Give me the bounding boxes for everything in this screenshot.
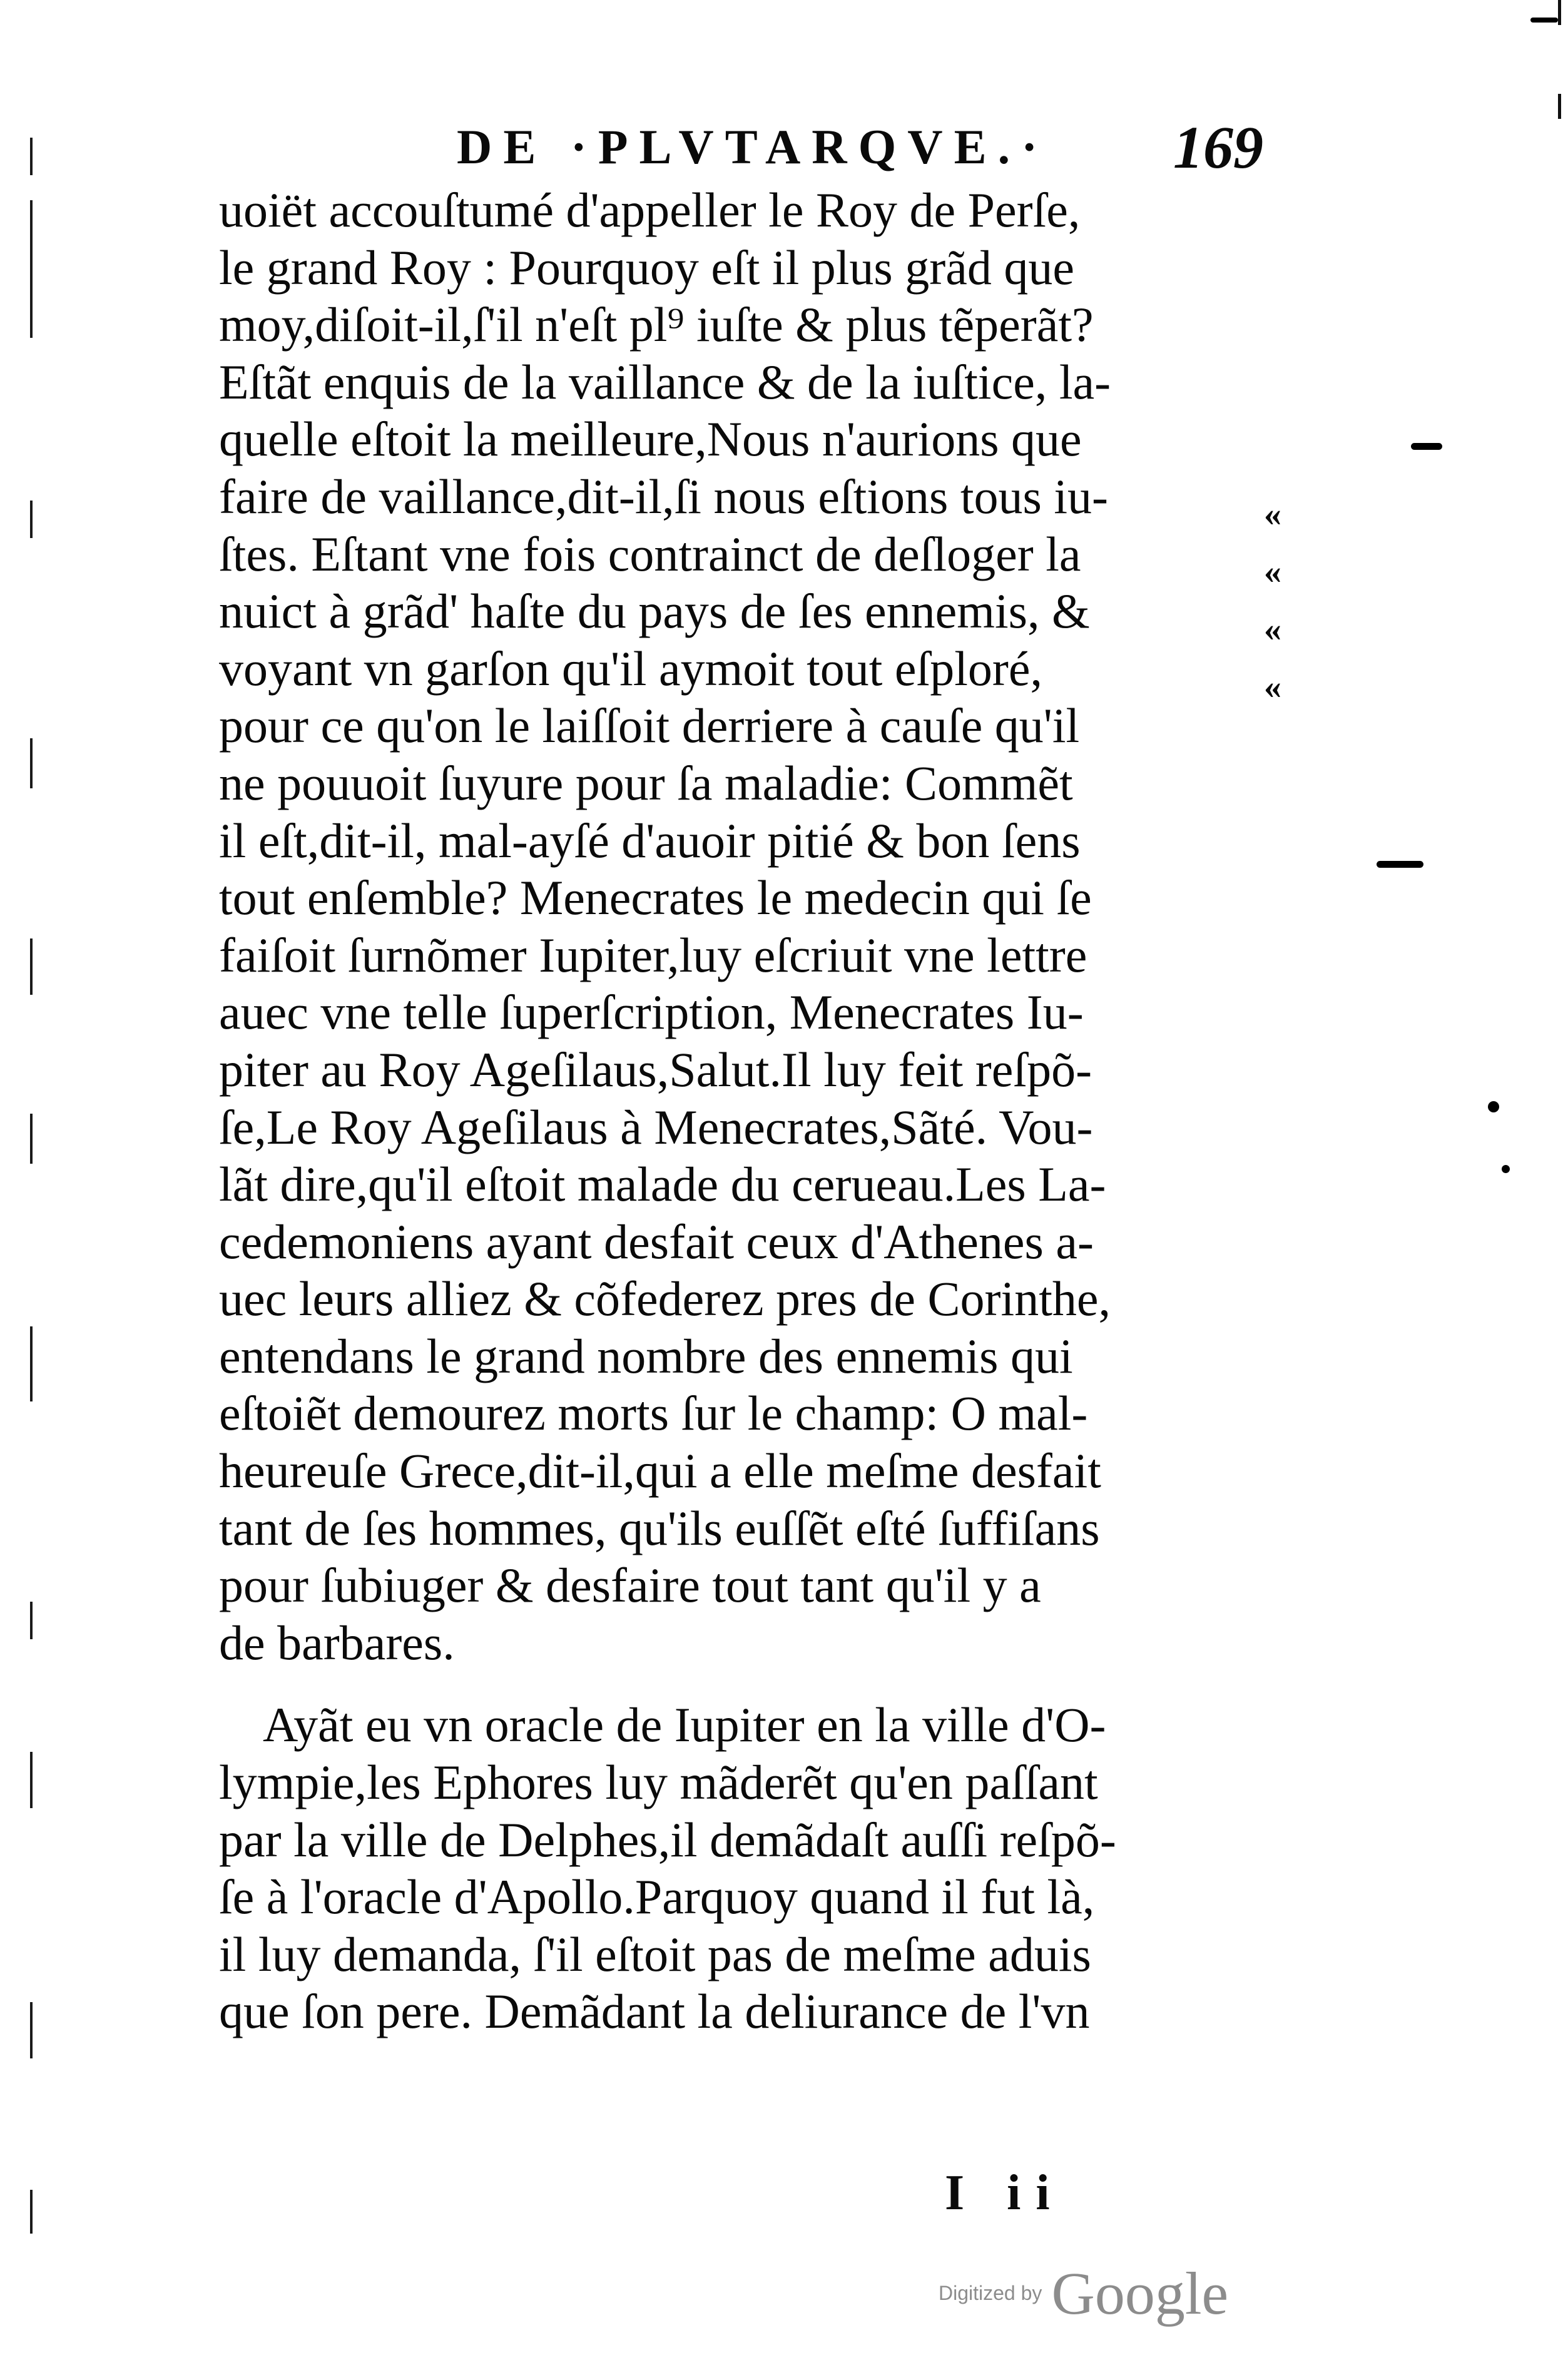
text-line: tant de ſes hommes, qu'ils euſſẽt eſté ſuffiſans (219, 1500, 1100, 1555)
digitized-by-google-watermark (939, 2259, 1228, 2328)
text-line: voyant vn garſon qu'il aymoit tout eſploré, (219, 641, 1042, 696)
margin-dash (1411, 443, 1442, 450)
text-line: entendans le grand nombre des ennemis qui (219, 1328, 1073, 1383)
text-line: que ſon pere. Demãdant la deliurance de l'vn (219, 1984, 1090, 2039)
text-line: lympie,les Ephores luy mãderẽt qu'en paſſant (219, 1755, 1098, 1810)
quotation-mark: « (1264, 610, 1281, 649)
right-edge-mark (1558, 0, 1561, 25)
left-edge-mark (30, 200, 33, 338)
left-edge-mark (30, 138, 33, 175)
left-edge-mark (30, 1326, 33, 1401)
text-line: piter au Roy Ageſilaus,Salut.Il luy feit reſpõ- (219, 1042, 1092, 1097)
left-edge-mark (30, 2190, 33, 2234)
text-line: ſe,Le Roy Ageſilaus à Menecrates,Sãté. Vou- (219, 1099, 1093, 1154)
catchword: I ii (945, 2165, 1065, 2220)
text-line: pour ce qu'on le laiſſoit derriere à cauſe qu'il (219, 698, 1080, 753)
right-edge-dash (1530, 18, 1558, 23)
quotation-mark: « (1264, 668, 1281, 706)
text-line: lãt dire,qu'il eſtoit malade du cerueau.Les La- (219, 1157, 1106, 1212)
text-line: faiſoit ſurnõmer Iupiter,luy eſcriuit vne lettre (219, 927, 1087, 982)
left-edge-mark (30, 2002, 33, 2058)
margin-dot (1488, 1101, 1499, 1112)
text-line: cedemoniens ayant desfait ceux d'Athenes a- (219, 1214, 1094, 1269)
text-line: uoiët accouſtumé d'appeller le Roy de Perſe, (219, 183, 1081, 237)
text-line: pour ſubiuger & desfaire tout tant qu'il y a (219, 1558, 1041, 1613)
watermark-prefix: Digitized by (939, 2282, 1042, 2304)
text-line: il eſt,dit-il, mal-ayſé d'auoir pitié & bon ſens (219, 813, 1081, 868)
left-edge-mark (30, 938, 33, 995)
left-edge-mark (30, 1602, 33, 1639)
left-edge-mark (30, 501, 33, 538)
text-line: uec leurs alliez & cõfederez pres de Corinthe, (219, 1271, 1111, 1326)
margin-dot (1502, 1165, 1510, 1173)
left-edge-mark (30, 738, 33, 788)
text-line: Eſtãt enquis de la vaillance & de la iuſtice, la- (219, 354, 1111, 409)
text-line: ne pouuoit ſuyure pour ſa maladie: Commẽt (219, 755, 1073, 810)
text-line: moy,diſoit-il,ſ'il n'eſt pl⁹ iuſte & plus tẽperãt? (219, 297, 1094, 352)
right-edge-mark (1558, 94, 1561, 119)
text-line: il luy demanda, ſ'il eſtoit pas de meſme aduis (219, 1926, 1091, 1981)
text-line: heureuſe Grece,dit-il,qui a elle meſme desfait (219, 1443, 1101, 1498)
quotation-mark: « (1264, 552, 1281, 591)
left-edge-mark (30, 1114, 33, 1164)
text-line: ſtes. Eſtant vne fois contrainct de deſloger la (219, 526, 1081, 581)
paragraph-gap (219, 1671, 1258, 1696)
text-line: Ayãt eu vn oracle de Iupiter en la ville d'O- (263, 1697, 1106, 1752)
body-text (219, 181, 1258, 2040)
text-line: de barbares. (219, 1615, 455, 1670)
text-line: faire de vaillance,dit-il,ſi nous eſtions tous iu- (219, 469, 1108, 524)
text-line: quelle eſtoit la meilleure,Nous n'aurions que (219, 412, 1082, 467)
left-edge-mark (30, 1752, 33, 1808)
quotation-mark: « (1264, 495, 1281, 534)
page-number: 169 (1173, 114, 1263, 181)
text-line: eſtoiẽt demourez morts ſur le champ: O mal- (219, 1386, 1088, 1441)
text-line: tout enſemble? Menecrates le medecin qui ſe (219, 870, 1092, 925)
text-line: nuict à grãd' haſte du pays de ſes ennemis, & (219, 584, 1090, 639)
margin-dash (1377, 861, 1423, 868)
google-logo-text: Google (1051, 2260, 1229, 2327)
text-line: auec vne telle ſuperſcription, Menecrates Iu- (219, 985, 1084, 1040)
text-line: le grand Roy : Pourquoy eſt il plus grãd que (219, 240, 1074, 295)
text-line: ſe à l'oracle d'Apollo.Parquoy quand il fut là, (219, 1869, 1095, 1925)
running-head: DE ·PLVTARQVE.· (457, 120, 1049, 174)
text-line: par la ville de Delphes,il demãdaſt auſſi reſpõ- (219, 1812, 1116, 1867)
